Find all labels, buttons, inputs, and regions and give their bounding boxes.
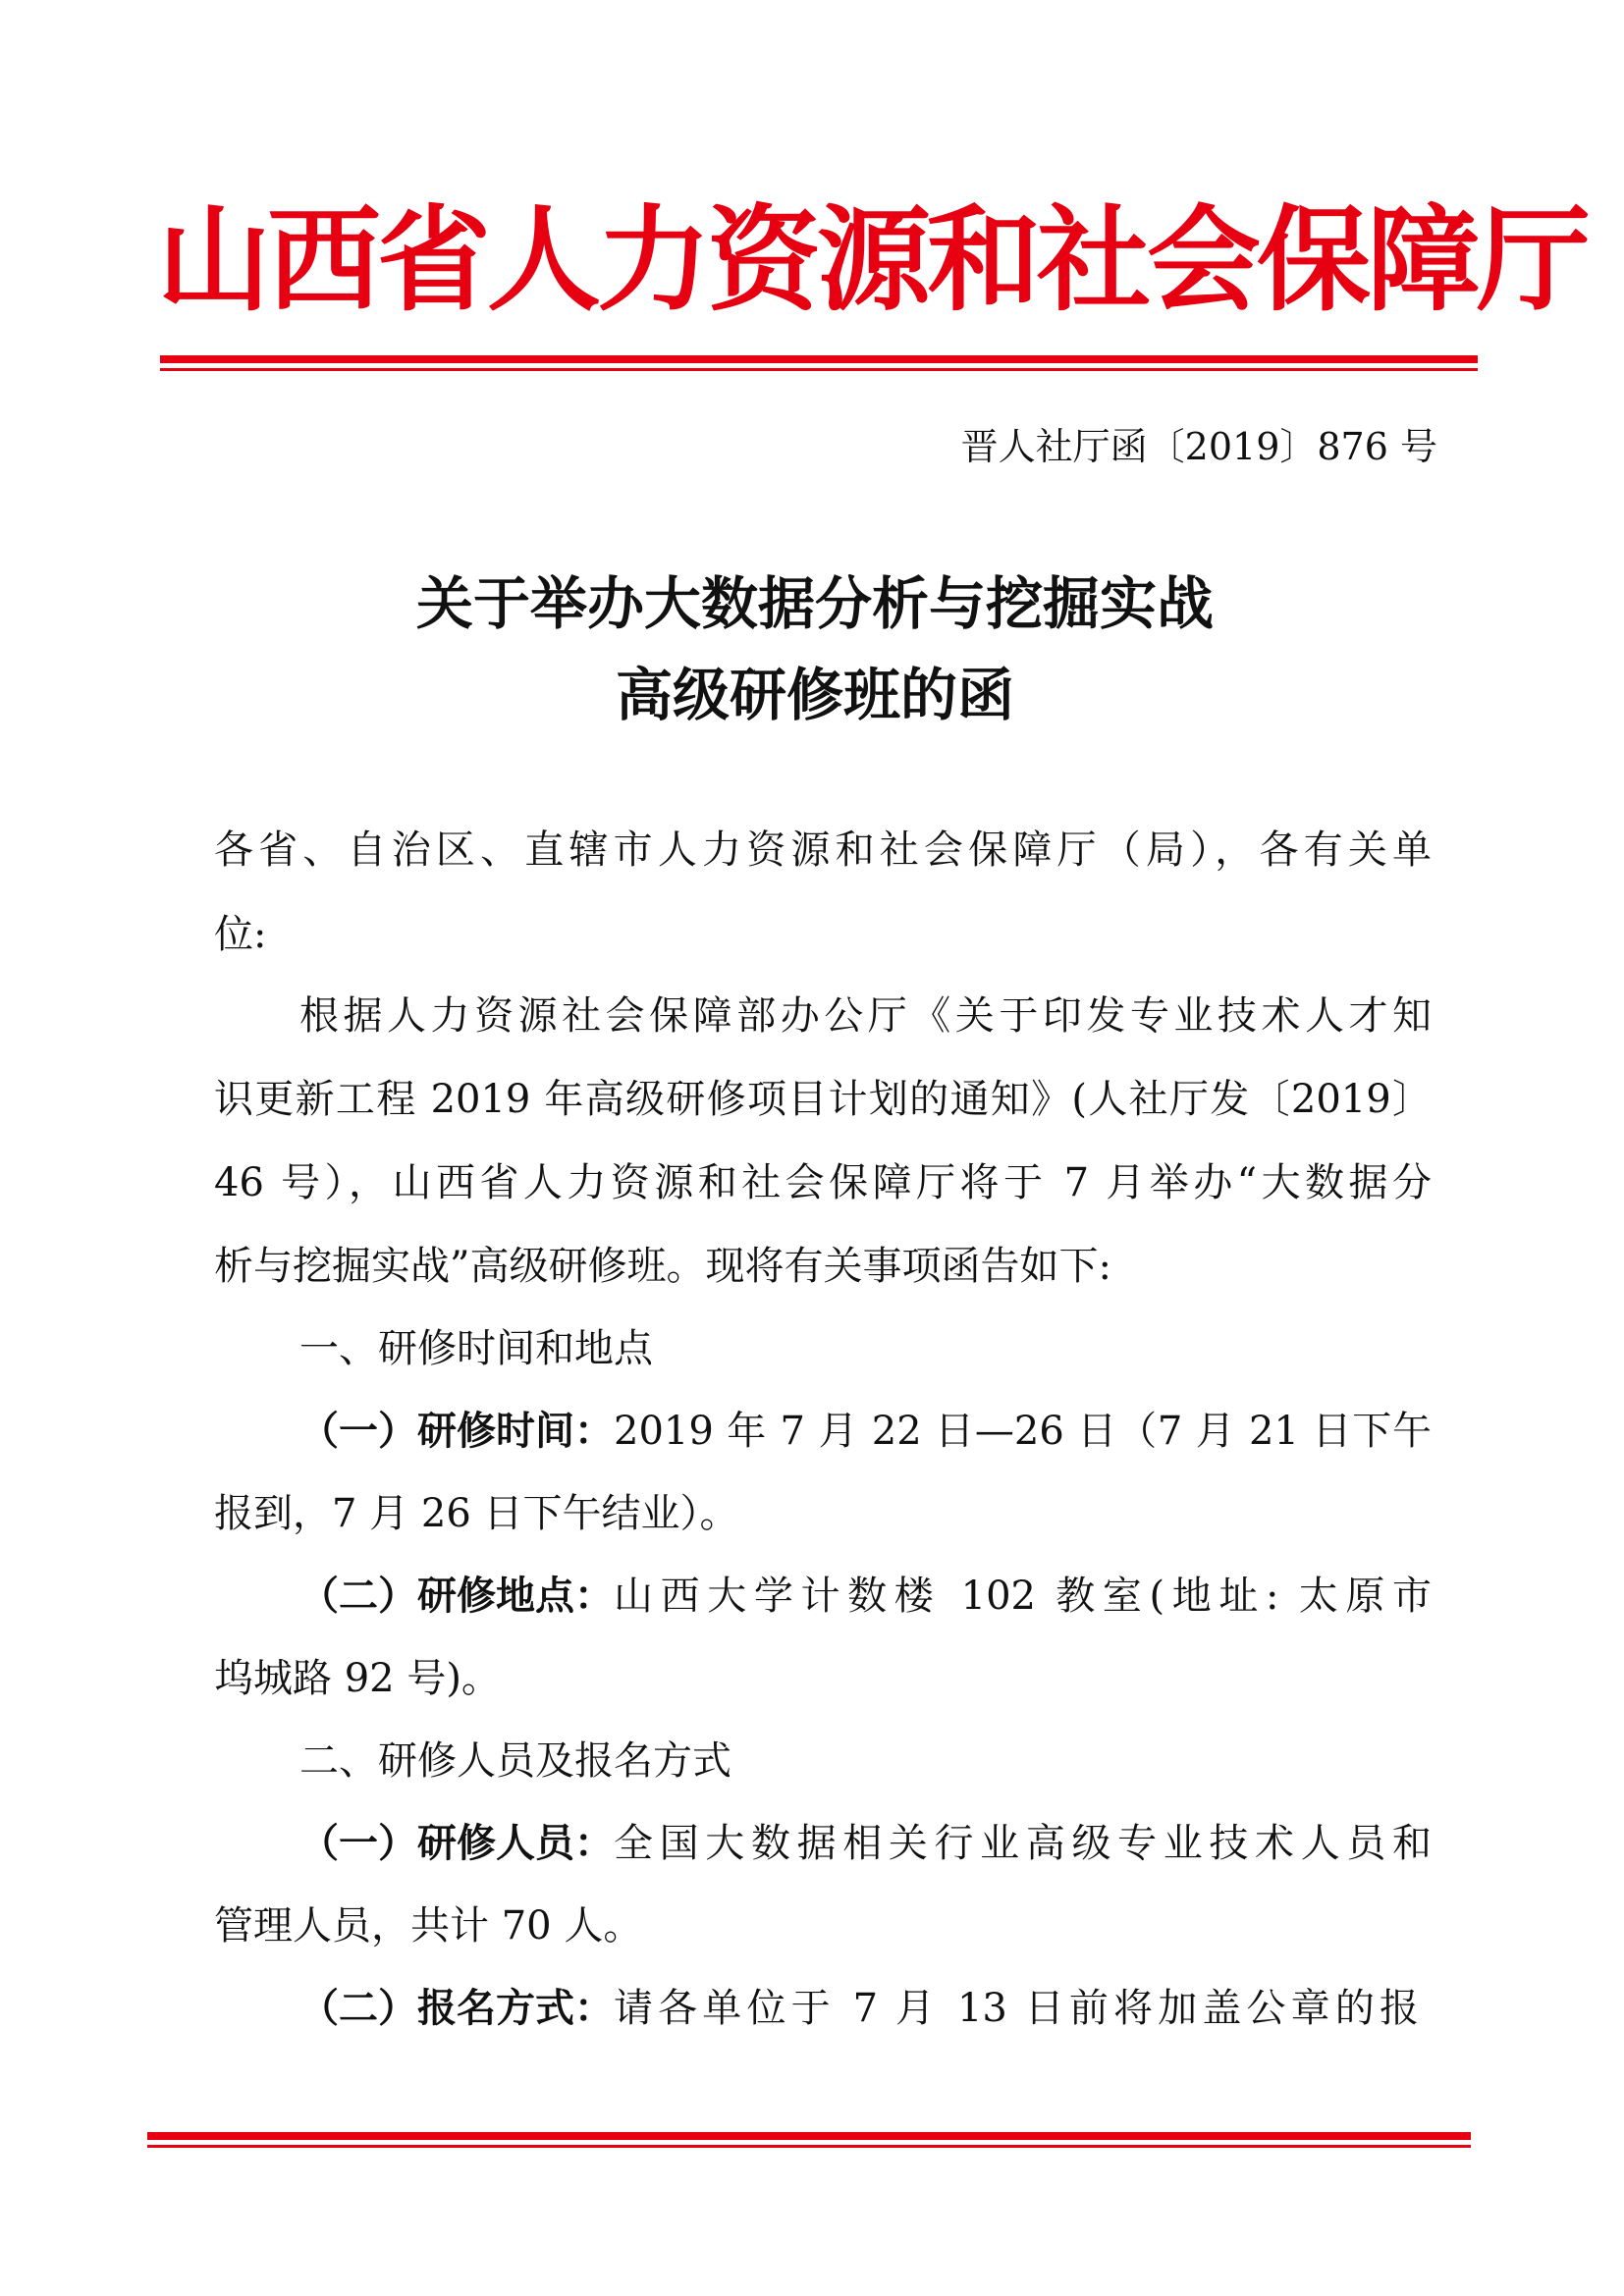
- intro-line-2: 识更新工程 2019 年高级研修项目计划的通知》(人社厅发〔2019〕: [214, 1077, 1432, 1122]
- header-red-rule-thin: [160, 368, 1478, 371]
- section-1-item-1-text: 2019 年 7 月 22 日—26 日（7 月 21 日下午: [614, 1409, 1432, 1454]
- section-2-item-2-label: （二）报名方式：: [299, 1986, 614, 2031]
- section-1-item-1-line-1: [299, 1402, 1432, 1461]
- section-1-item-2-line-2: 坞城路 92 号)。: [214, 1656, 501, 1701]
- section-2-item-1-label: （一）研修人员：: [299, 1821, 614, 1866]
- header-red-rule-thick: [160, 355, 1478, 363]
- salutation-line-2: 位:: [214, 912, 267, 957]
- section-2-item-2-text: 请各单位于 7 月 13 日前将加盖公章的报: [614, 1986, 1419, 2031]
- org-masthead: 山西省人力资源和社会保障厅: [157, 193, 1587, 327]
- section-2-item-1-line-1: [299, 1814, 1432, 1873]
- section-1-item-2-line-1: [299, 1567, 1432, 1626]
- intro-line-1: 根据人力资源社会保障部办公厅《关于印发专业技术人才知: [299, 993, 1432, 1039]
- section-2-item-2-line-1: [299, 1979, 1419, 2038]
- section-2-item-1-text: 全国大数据相关行业高级专业技术人员和: [614, 1821, 1432, 1866]
- section-1-item-1-line-2: 报到，7 月 26 日下午结业）。: [214, 1491, 739, 1536]
- document-title-line-2: 高级研修班的函: [615, 662, 1014, 728]
- document-title-line-1: 关于举办大数据分析与挖掘实战: [415, 570, 1214, 637]
- document-number: 晋人社厅函〔2019〕876 号: [960, 425, 1437, 468]
- section-2-item-1-line-2: 管理人员，共计 70 人。: [214, 1903, 643, 1949]
- section-2-heading: 二、研修人员及报名方式: [299, 1738, 731, 1784]
- section-1-item-1-label: （一）研修时间：: [299, 1409, 614, 1454]
- intro-line-4: 析与挖掘实战”高级研修班。现将有关事项函告如下:: [214, 1244, 1111, 1289]
- intro-line-3: 46 号），山西省人力资源和社会保障厅将于 7 月举办“大数据分: [214, 1160, 1432, 1205]
- section-1-item-2-text: 山西大学计数楼 102 教室(地址: 太原市: [614, 1574, 1432, 1619]
- section-1-heading: 一、研修时间和地点: [299, 1326, 653, 1371]
- salutation-line-1: 各省、自治区、直辖市人力资源和社会保障厅（局），各有关单: [214, 828, 1432, 873]
- footer-red-rule-thick: [147, 2132, 1471, 2140]
- footer-red-rule-thin: [147, 2145, 1471, 2148]
- section-1-item-2-label: （二）研修地点：: [299, 1574, 614, 1619]
